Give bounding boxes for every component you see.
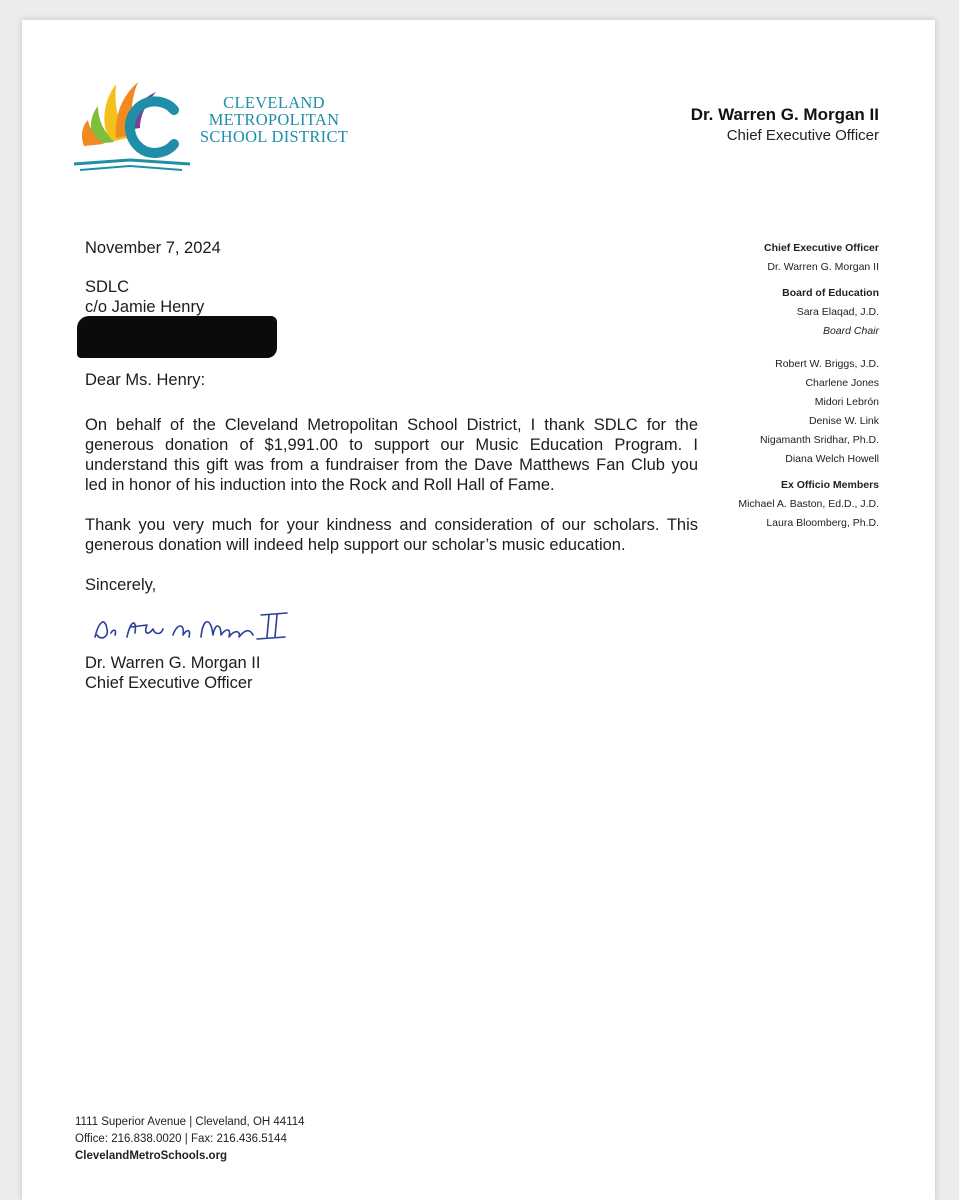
district-logo-mark bbox=[70, 72, 190, 182]
signature-scribble bbox=[91, 607, 291, 647]
letterhead-ceo-name: Dr. Warren G. Morgan II bbox=[690, 105, 879, 124]
sidebar-ceo-heading: Chief Executive Officer bbox=[764, 242, 879, 254]
letter-date: November 7, 2024 bbox=[85, 239, 221, 257]
footer-phone: Office: 216.838.0020 | Fax: 216.436.5144 bbox=[75, 1133, 287, 1145]
letterhead-ceo-title: Chief Executive Officer bbox=[726, 127, 879, 144]
logo-line-1: CLEVELAND bbox=[223, 93, 325, 112]
sidebar-board-member: Diana Welch Howell bbox=[785, 453, 879, 465]
letter-page bbox=[22, 20, 935, 1200]
handwritten-signature bbox=[85, 603, 698, 653]
recipient-org: SDLC bbox=[85, 278, 130, 296]
sidebar-board-member: Robert W. Briggs, J.D. bbox=[775, 358, 879, 370]
redacted-address bbox=[85, 317, 698, 357]
recipient-name: c/o Jamie Henry bbox=[85, 298, 205, 316]
sidebar-board-member: Midori Lebrón bbox=[814, 396, 879, 408]
signer-title: Chief Executive Officer bbox=[85, 674, 253, 692]
paragraph-2: Thank you very much for your kindness and consideration of our scholars. This generous donation will indeed help support our scholar’s music education. bbox=[85, 516, 698, 554]
sidebar-board-chair-role: Board Chair bbox=[822, 325, 879, 337]
district-logo-text bbox=[174, 94, 374, 145]
letter-body bbox=[85, 238, 698, 693]
paragraph-1: On behalf of the Cleveland Metropolitan School District, I thank SDLC for the generous donation of $1,991.00 to support our Music Education Program. I understand this gift was from a fundraiser from the Dave Matthews Fan Club you led in honor of his induction into the Rock and Roll Hall of Fame. bbox=[85, 416, 698, 494]
sidebar-ex-officio-member: Michael A. Baston, Ed.D., J.D. bbox=[738, 498, 879, 510]
logo-line-3: SCHOOL DISTRICT bbox=[199, 127, 349, 146]
footer-website[interactable]: ClevelandMetroSchools.org bbox=[75, 1150, 228, 1162]
sidebar-ceo-name: Dr. Warren G. Morgan II bbox=[767, 261, 879, 273]
sidebar-ex-officio-heading: Ex Officio Members bbox=[780, 479, 879, 491]
closing: Sincerely, bbox=[85, 576, 157, 594]
letterhead-sidebar bbox=[738, 242, 879, 529]
letterhead-ceo bbox=[691, 105, 879, 144]
signer-name: Dr. Warren G. Morgan II bbox=[85, 654, 261, 672]
district-logo bbox=[70, 72, 370, 182]
footer-address: 1111 Superior Avenue | Cleveland, OH 44114 bbox=[75, 1116, 305, 1128]
salutation: Dear Ms. Henry: bbox=[85, 371, 206, 389]
sidebar-board-member: Denise W. Link bbox=[808, 415, 879, 427]
sidebar-board-heading: Board of Education bbox=[782, 287, 879, 299]
letterhead-footer bbox=[75, 1114, 305, 1165]
sidebar-board-chair-name: Sara Elaqad, J.D. bbox=[796, 306, 879, 318]
sidebar-board-member: Charlene Jones bbox=[805, 377, 879, 389]
sidebar-board-member: Nigamanth Sridhar, Ph.D. bbox=[759, 434, 879, 446]
redaction-mark bbox=[77, 316, 277, 358]
logo-line-2: METROPOLITAN bbox=[208, 110, 340, 129]
sidebar-ex-officio-member: Laura Bloomberg, Ph.D. bbox=[766, 517, 879, 529]
